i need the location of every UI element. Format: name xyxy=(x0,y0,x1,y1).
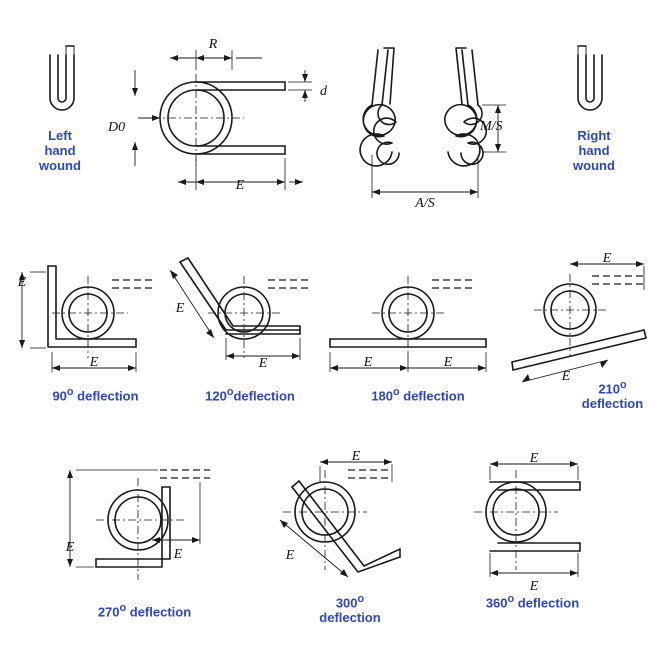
label-deflection-180-unit: o xyxy=(393,386,400,398)
dim-90-horizontal-E: E xyxy=(89,355,99,370)
label-deflection-270-angle: 270 xyxy=(97,604,120,620)
dim-MS: M/S xyxy=(480,119,503,134)
label-deflection-270 xyxy=(62,601,227,619)
label-deflection-210-word: deflection xyxy=(581,396,644,412)
label-deflection-360-angle: 360 xyxy=(485,595,508,611)
dim-D0: D0 xyxy=(108,120,126,135)
dim-180-right-E: E xyxy=(443,355,453,370)
label-deflection-210-unit: o xyxy=(620,379,627,391)
label-deflection-120-unit: o xyxy=(226,386,234,398)
dim-210-top-E: E xyxy=(602,251,612,266)
label-deflection-210-angle: 210 xyxy=(598,381,621,397)
label-deflection-90-angle: 90 xyxy=(52,388,67,404)
label-deflection-270-unit: o xyxy=(119,602,127,614)
label-deflection-210 xyxy=(560,378,665,411)
label-deflection-360 xyxy=(450,592,615,610)
dim-R: R xyxy=(208,37,218,52)
label-deflection-180 xyxy=(338,385,498,403)
label-left-hand-wound-line2: hand xyxy=(44,143,76,158)
label-deflection-300-angle: 300 xyxy=(335,595,358,611)
label-right-hand-wound-line3: wound xyxy=(573,158,615,173)
dim-360-bottom-E: E xyxy=(529,579,539,594)
label-deflection-300-unit: o xyxy=(357,593,365,605)
dim-300-top-E: E xyxy=(351,449,361,464)
dim-270-horizontal-E: E xyxy=(173,547,183,562)
dim-360-top-E: E xyxy=(529,451,539,466)
label-deflection-300 xyxy=(290,592,410,625)
label-right-hand-wound-line2: hand xyxy=(578,143,610,158)
label-deflection-90-word: deflection xyxy=(77,388,139,404)
dim-270-vertical-E: E xyxy=(65,540,75,555)
label-deflection-120-angle: 120 xyxy=(205,388,227,404)
label-right-hand-wound xyxy=(548,128,640,173)
label-deflection-90 xyxy=(18,385,173,403)
dim-AS: A/S xyxy=(415,196,435,211)
label-deflection-270-word: deflection xyxy=(129,604,192,620)
label-deflection-180-angle: 180 xyxy=(371,388,394,404)
dim-E-main: E xyxy=(235,178,245,193)
dim-180-left-E: E xyxy=(363,355,373,370)
dim-120-horizontal-E: E xyxy=(258,356,268,371)
label-deflection-180-word: deflection xyxy=(403,388,465,404)
label-deflection-300-word: deflection xyxy=(319,610,381,626)
label-left-hand-wound-line1: Left xyxy=(48,128,72,143)
dim-120-slanted-E: E xyxy=(175,301,185,316)
label-left-hand-wound xyxy=(14,128,106,173)
dim-300-slanted-E: E xyxy=(285,548,295,563)
label-deflection-120-word: deflection xyxy=(233,388,295,404)
label-deflection-360-word: deflection xyxy=(517,595,580,611)
label-right-hand-wound-line1: Right xyxy=(577,128,611,143)
dim-210-slanted-E: E xyxy=(561,369,571,384)
dim-d: d xyxy=(320,84,327,99)
label-left-hand-wound-line3: wound xyxy=(39,158,81,173)
label-deflection-120 xyxy=(170,385,330,403)
dim-90-vertical-E: E xyxy=(17,275,27,290)
label-deflection-360-unit: o xyxy=(507,593,515,605)
label-deflection-90-unit: o xyxy=(66,386,74,398)
